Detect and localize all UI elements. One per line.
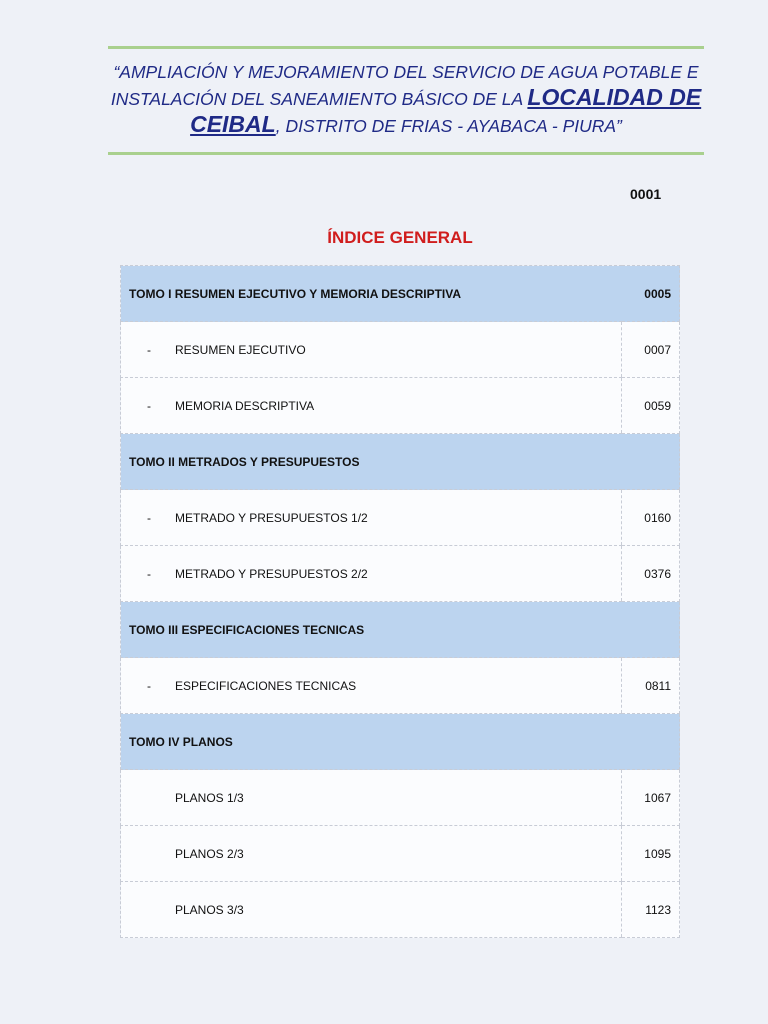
- toc-dash: -: [147, 342, 151, 357]
- toc-label: TOMO I RESUMEN EJECUTIVO Y MEMORIA DESCRIPTIVA: [129, 286, 462, 301]
- title-line-2-text: INSTALACIÓN DEL SANEAMIENTO BÁSICO DE LA: [110, 89, 528, 109]
- toc-item-row: [121, 490, 680, 546]
- page-number: 0001: [630, 186, 662, 202]
- toc-page-number: 1123: [622, 882, 680, 938]
- toc-item-row: [121, 378, 680, 434]
- title-line-1: “AMPLIACIÓN Y MEJORAMIENTO DEL SERVICIO DE AGUA POTABLE E: [113, 62, 699, 82]
- toc-item-row: [121, 546, 680, 602]
- title-line-3-emphasis: CEIBAL: [190, 111, 276, 137]
- toc-label-cell: [121, 434, 622, 490]
- toc-label: METRADO Y PRESUPUESTOS 2/2: [175, 566, 368, 581]
- toc-label-cell: [121, 490, 622, 546]
- project-title: [108, 60, 704, 139]
- toc-label: PLANOS 2/3: [175, 846, 244, 861]
- toc-label-cell: [121, 770, 622, 826]
- toc-item-row: [121, 658, 680, 714]
- toc-label-cell: [121, 322, 622, 378]
- toc-page-number: 0007: [622, 322, 680, 378]
- toc-page-number: 1067: [622, 770, 680, 826]
- toc-label: PLANOS 1/3: [175, 790, 244, 805]
- toc-dash: -: [147, 398, 151, 413]
- toc-label: METRADO Y PRESUPUESTOS 1/2: [175, 510, 368, 525]
- toc-page-number: [622, 602, 680, 658]
- toc-dash: -: [147, 510, 151, 525]
- toc-section-row: [121, 434, 680, 490]
- toc-label-cell: [121, 602, 622, 658]
- index-heading: ÍNDICE GENERAL: [327, 228, 473, 247]
- toc-section-row: [121, 714, 680, 770]
- toc-dash: -: [147, 678, 151, 693]
- toc-item-row: [121, 882, 680, 938]
- toc-item-row: [121, 770, 680, 826]
- title-line-2-emphasis: LOCALIDAD DE: [527, 84, 702, 110]
- toc-dash: -: [147, 566, 151, 581]
- top-rule: [108, 46, 704, 49]
- toc-label: ESPECIFICACIONES TECNICAS: [175, 678, 357, 693]
- toc-page-number: 0160: [622, 490, 680, 546]
- toc-page-number: 0005: [622, 266, 680, 322]
- toc-label: MEMORIA DESCRIPTIVA: [175, 398, 315, 413]
- toc-page-number: 0376: [622, 546, 680, 602]
- title-line-2: [108, 85, 704, 112]
- toc-page-number: [622, 714, 680, 770]
- toc-page-number: [622, 434, 680, 490]
- toc-label-cell: [121, 378, 622, 434]
- toc-label-cell: [121, 546, 622, 602]
- toc-item-row: [121, 826, 680, 882]
- toc-item-row: [121, 322, 680, 378]
- toc-label-cell: [121, 266, 622, 322]
- toc-label-cell: [121, 882, 622, 938]
- toc-page-number: 1095: [622, 826, 680, 882]
- toc-section-row: [121, 602, 680, 658]
- toc-label: TOMO III ESPECIFICACIONES TECNICAS: [129, 622, 365, 637]
- toc-label: PLANOS 3/3: [175, 902, 244, 917]
- bottom-rule: [108, 152, 704, 155]
- toc-label-cell: [121, 714, 622, 770]
- toc-page-number: 0811: [622, 658, 680, 714]
- toc-label: RESUMEN EJECUTIVO: [175, 342, 306, 357]
- title-line-3: [108, 112, 704, 139]
- toc-label: TOMO IV PLANOS: [129, 734, 233, 749]
- toc-label: TOMO II METRADOS Y PRESUPUESTOS: [129, 454, 360, 469]
- toc-label-cell: [121, 658, 622, 714]
- title-line-3-text: , DISTRITO DE FRIAS - AYABACA - PIURA”: [275, 116, 622, 136]
- toc-label-cell: [121, 826, 622, 882]
- toc-page-number: 0059: [622, 378, 680, 434]
- toc-section-row: [121, 266, 680, 322]
- index-table: [120, 265, 680, 938]
